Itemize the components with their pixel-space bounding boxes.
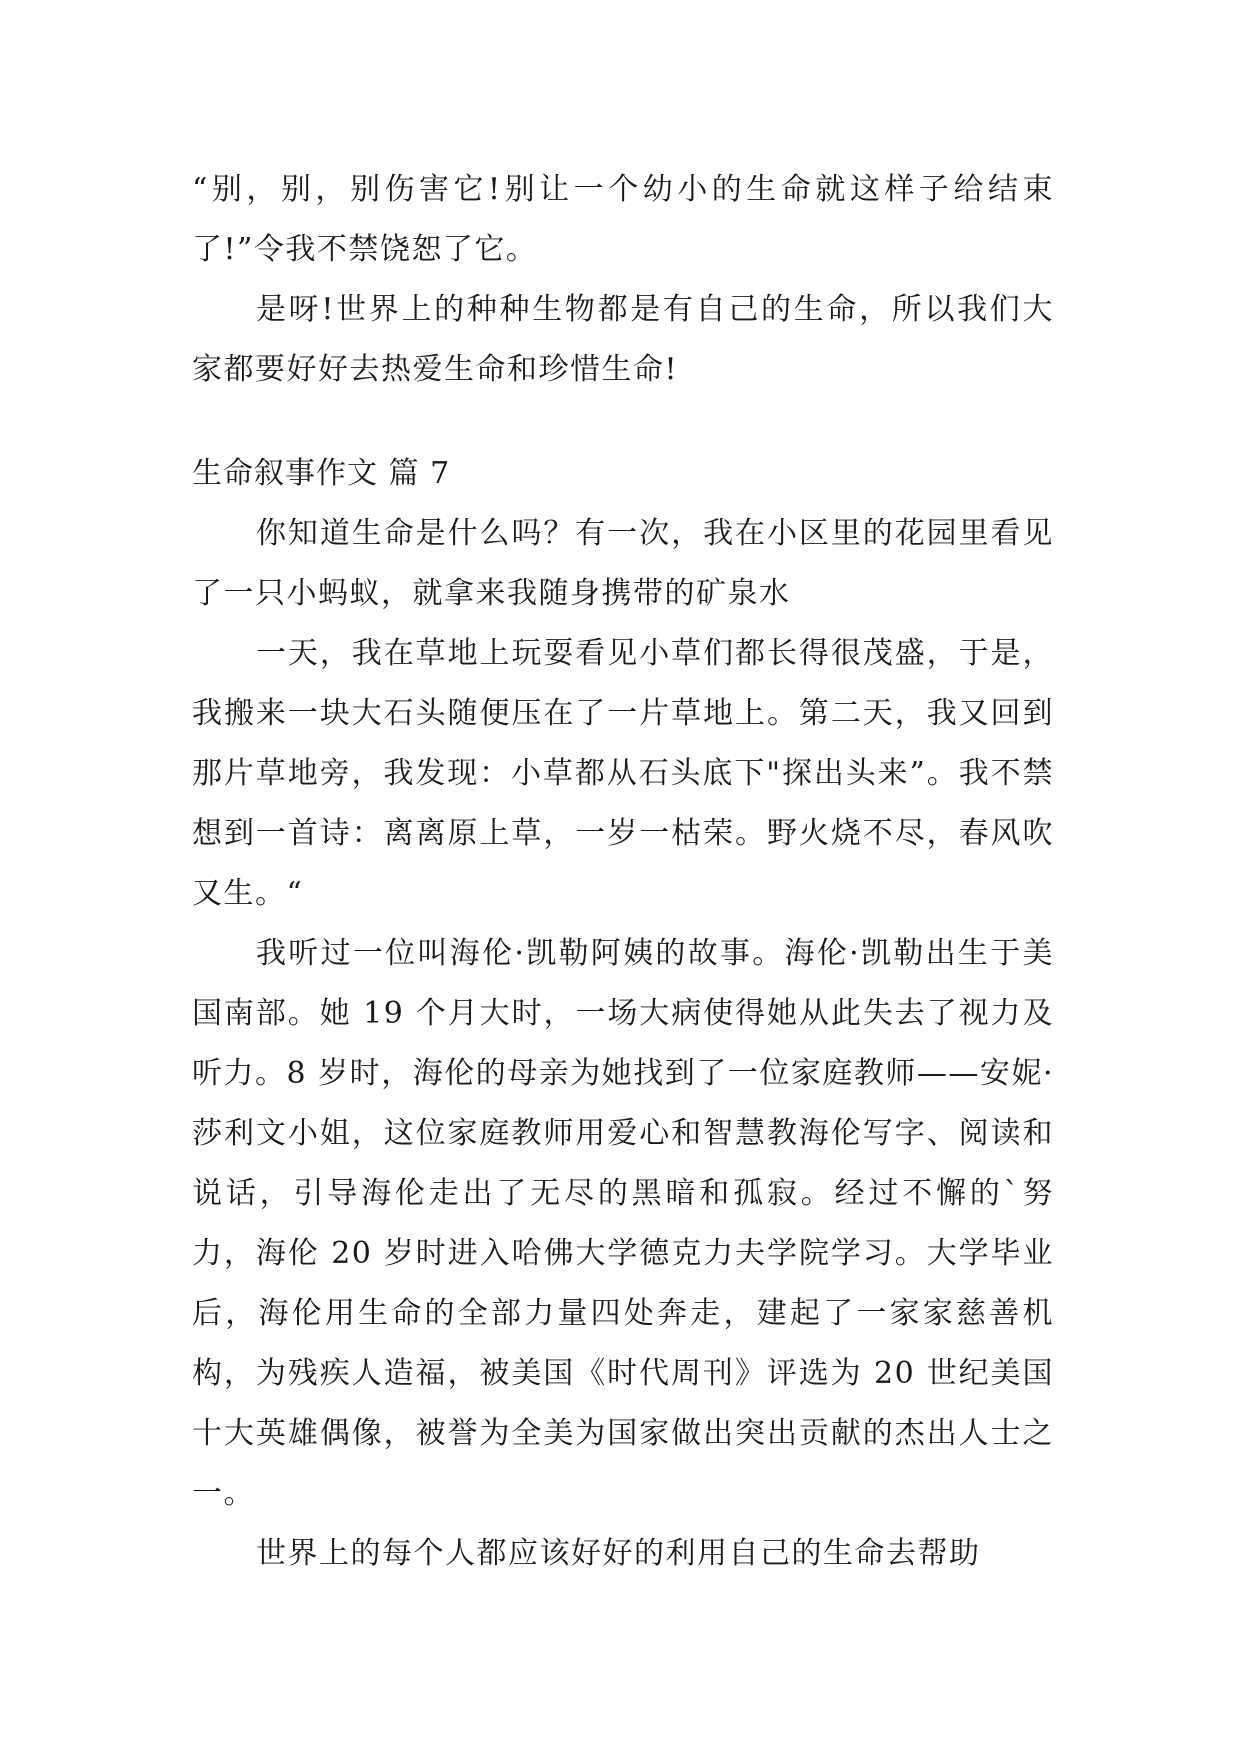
paragraph-closing: 世界上的每个人都应该好好的利用自己的生命去帮助 [256,1536,981,1571]
paragraph-conclusion: 是呀!世界上的种种生物都是有自己的生命，所以我们大家都要好好去热爱生命和珍惜生命! [192,292,1054,387]
section-gap [192,400,1054,444]
paragraph-quote: “别，别，别伤害它!别让一个幼小的生命就这样子给结束了!”令我不禁饶恕了它。 [192,172,1054,267]
section-heading: 生命叙事作文 篇 7 [192,456,451,491]
document-body [192,160,1054,1584]
paragraph-intro: 你知道生命是什么吗？有一次，我在小区里的花园里看见了一只小蚂蚁，就拿来我随身携带的矿泉水 [192,516,1054,611]
paragraph-grass: 一天，我在草地上玩耍看见小草们都长得很茂盛，于是，我搬来一块大石头随便压在了一片草地上。第二天，我又回到那片草地旁，我发现：小草都从石头底下"探出头来”。我不禁想到一首诗：离离原上草，一岁一枯荣。野火烧不尽，春风吹又生。“ [192,636,1054,911]
paragraph-helen-keller: 我听过一位叫海伦·凯勒阿姨的故事。海伦·凯勒出生于美国南部。她 19 个月大时，一场大病使得她从此失去了视力及听力。8 岁时，海伦的母亲为她找到了一位家庭教师——安妮·莎利文小姐，这位家庭教师用爱心和智慧教海伦写字、阅读和说话，引导海伦走出了无尽的黑暗和孤寂。经过不懈的`努力，海伦 20 岁时进入哈佛大学德克力夫学院学习。大学毕业后，海伦用生命的全部力量四处奔走，建起了一家家慈善机构，为残疾人造福，被美国《时代周刊》评选为 20 世纪美国十大英雄偶像，被誉为全美为国家做出突出贡献的杰出人士之一。 [192,936,1054,1511]
